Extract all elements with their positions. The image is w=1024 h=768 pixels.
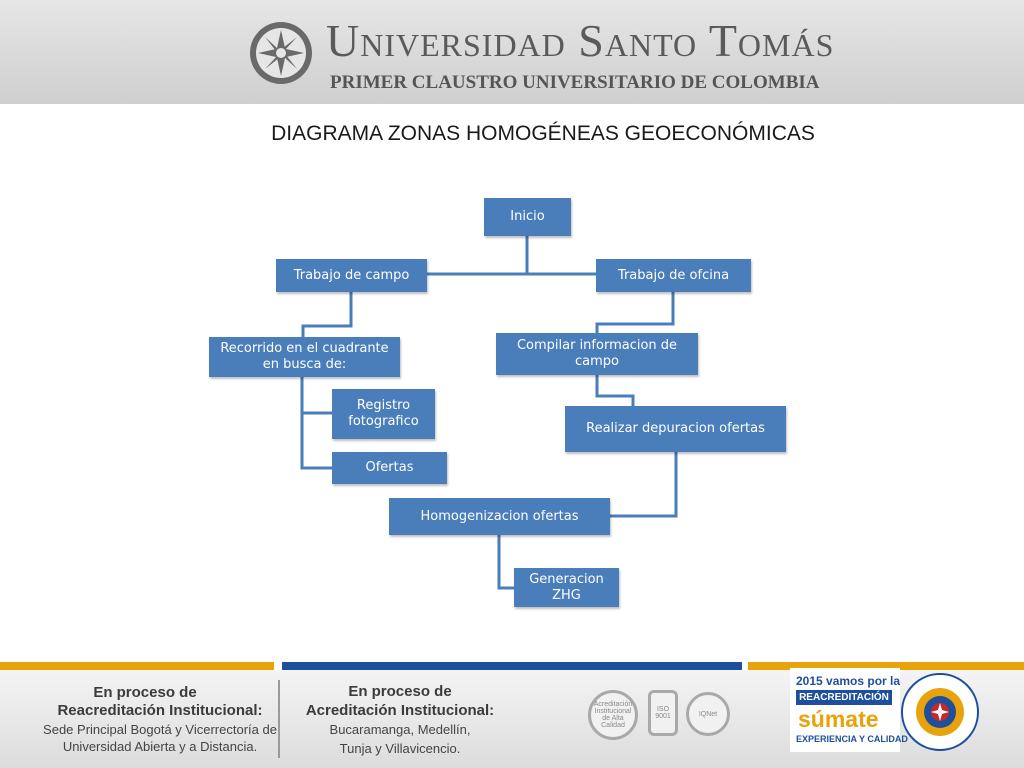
node-homogenizacion: Homogenizacion ofertas [389,498,610,535]
connector-depuracion-homogenizacion [610,452,676,516]
slide-title: DIAGRAMA ZONAS HOMOGÉNEAS GEOECONÓMICAS [271,122,815,145]
footer-left-heading-2: Reacreditación Institucional: [57,702,263,719]
campaign-line-1: 2015 vamos por la [796,674,901,688]
node-ofertas: Ofertas [332,452,447,484]
node-compilar: Compilar informacion de campo [496,333,698,375]
footer-left-heading-1: En proceso de [93,684,197,701]
node-trabajo-campo: Trabajo de campo [276,259,427,292]
reacreditacion-campaign-logo [790,668,908,752]
footer-left-line-2: Universidad Abierta y a Distancia. [62,739,258,754]
university-name: Universidad Santo Tomás [326,15,835,66]
campaign-line-3: súmate [798,706,879,732]
connector-compilar-depuracion [597,375,633,406]
connector-homogenizacion-generacion [499,535,514,588]
connector-oficina-compilar [597,292,673,333]
university-tagline: PRIMER CLAUSTRO UNIVERSITARIO DE COLOMBIA [330,72,820,93]
acreditacion-seal-icon [900,672,980,752]
footer-divider [278,680,280,758]
footer-middle-line-2: Tunja y Villavicencio. [339,741,461,756]
university-seal-icon [248,20,314,86]
footer-middle-line-1: Bucaramanga, Medellín, [329,722,471,737]
alta-calidad-badge-icon: Acreditación Institucional de Alta Calidad [588,690,638,740]
footer-middle-heading-2: Acreditación Institucional: [305,702,495,719]
campaign-line-4: EXPERIENCIA Y CALIDAD [796,734,908,744]
footer-bar-gold-left [0,662,274,670]
node-recorrido: Recorrido en el cuadrante en busca de: [209,337,400,377]
campaign-line-2: REACREDITACIÓN [796,690,892,705]
footer-bar-blue [282,662,742,670]
node-inicio: Inicio [484,198,571,236]
slide-header [0,0,1024,104]
node-registro-fotografico: Registro fotografico [332,389,435,439]
footer-left-line-1: Sede Principal Bogotá y Vicerrectoría de [43,722,277,737]
iso-9001-badge-icon: ISO 9001 [648,690,678,736]
connector-inicio [427,236,596,274]
node-depuracion: Realizar depuracion ofertas [565,406,786,452]
connector-campo-recorrido [303,292,351,337]
footer-middle-heading-1: En proceso de [348,683,452,700]
iqnet-badge-icon: IQNet [686,692,730,736]
node-generacion-zhg: Generacion ZHG [514,568,619,607]
node-trabajo-oficina: Trabajo de ofcina [596,259,751,292]
connector-recorrido-items [302,377,333,468]
